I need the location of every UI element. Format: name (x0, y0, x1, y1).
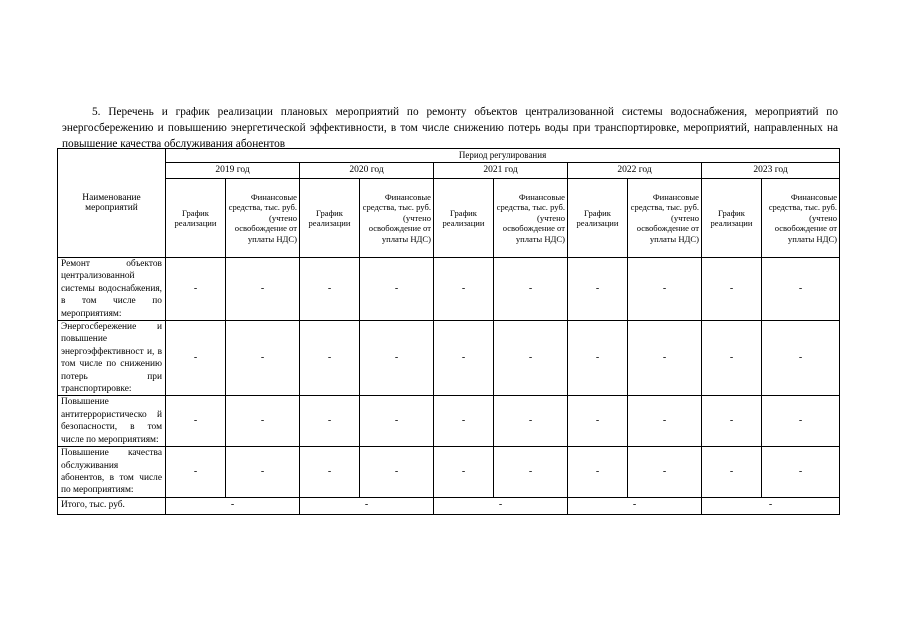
activity-name: Ремонт объектов централизованной системы водоснабжения, в том числе по мероприятиям: (58, 258, 166, 321)
total-cell: - (568, 497, 702, 514)
table-cell: - (300, 447, 360, 498)
table-cell: - (494, 396, 568, 447)
total-cell: - (434, 497, 568, 514)
total-cell: - (166, 497, 300, 514)
table-cell: - (494, 321, 568, 396)
table-cell: - (702, 321, 762, 396)
finance-header: Финансовые средства, тыс. руб. (учтено освобождение от уплаты НДС) (360, 179, 434, 258)
schedule-header: График реализации (702, 179, 762, 258)
header-row-period (58, 149, 840, 163)
total-label: Итого, тыс. руб. (58, 497, 166, 514)
schedule-header: График реализации (300, 179, 360, 258)
table-cell: - (628, 447, 702, 498)
table-cell: - (226, 396, 300, 447)
table-row (58, 447, 840, 498)
finance-header: Финансовые средства, тыс. руб. (учтено освобождение от уплаты НДС) (226, 179, 300, 258)
activity-name: Повышение антитеррористическо й безопасности, в том числе по мероприятиям: (58, 396, 166, 447)
table-cell: - (434, 258, 494, 321)
table-cell: - (568, 321, 628, 396)
table-cell: - (226, 321, 300, 396)
table-cell: - (166, 321, 226, 396)
table-row (58, 396, 840, 447)
section-heading: 5. Перечень и график реализации плановых мероприятий по ремонту объектов централизованной системы водоснабжения, мероприятий по энергосбережению и повышению энергетической эффективности, в том числе снижению потерь воды при транспортировке, мероприятий, направленных на повышение качества обслуживания абонентов (62, 106, 838, 151)
year-header: 2020 год (300, 163, 434, 179)
activity-name: Энергосбережение и повышение энергоэффективност и, в том числе по снижению потерь при транспортировке: (58, 321, 166, 396)
header-row-years (58, 163, 840, 179)
table-cell: - (434, 396, 494, 447)
year-header: 2023 год (702, 163, 840, 179)
table-cell: - (360, 396, 434, 447)
year-header: 2022 год (568, 163, 702, 179)
table-cell: - (762, 447, 840, 498)
total-row (58, 497, 840, 514)
table-cell: - (300, 321, 360, 396)
table-cell: - (628, 396, 702, 447)
header-row-sub (58, 179, 840, 258)
table-cell: - (568, 258, 628, 321)
table-cell: - (494, 258, 568, 321)
table-cell: - (762, 321, 840, 396)
table-cell: - (568, 396, 628, 447)
year-header: 2019 год (166, 163, 300, 179)
schedule-header: График реализации (568, 179, 628, 258)
table-cell: - (360, 447, 434, 498)
table-cell: - (494, 447, 568, 498)
table-cell: - (702, 258, 762, 321)
total-cell: - (702, 497, 840, 514)
table-cell: - (434, 447, 494, 498)
name-column-header: Наименование мероприятий (58, 149, 166, 258)
table-cell: - (762, 396, 840, 447)
table-cell: - (628, 321, 702, 396)
table-cell: - (702, 396, 762, 447)
table-cell: - (300, 258, 360, 321)
schedule-header: График реализации (434, 179, 494, 258)
table-cell: - (360, 258, 434, 321)
total-cell: - (300, 497, 434, 514)
table-cell: - (300, 396, 360, 447)
schedule-header: График реализации (166, 179, 226, 258)
table-cell: - (360, 321, 434, 396)
table-cell: - (226, 447, 300, 498)
table-row (58, 258, 840, 321)
year-header: 2021 год (434, 163, 568, 179)
finance-header: Финансовые средства, тыс. руб. (учтено освобождение от уплаты НДС) (494, 179, 568, 258)
finance-header: Финансовые средства, тыс. руб. (учтено освобождение от уплаты НДС) (628, 179, 702, 258)
table-cell: - (166, 258, 226, 321)
activity-name: Повышение качества обслуживания абонентов, в том числе по мероприятиям: (58, 447, 166, 498)
table-cell: - (762, 258, 840, 321)
table-cell: - (628, 258, 702, 321)
table-row (58, 321, 840, 396)
plan-table (57, 148, 840, 515)
table-cell: - (166, 447, 226, 498)
table-cell: - (166, 396, 226, 447)
table-cell: - (226, 258, 300, 321)
period-header: Период регулирования (166, 149, 840, 163)
table-cell: - (702, 447, 762, 498)
table-cell: - (434, 321, 494, 396)
finance-header: Финансовые средства, тыс. руб. (учтено освобождение от уплаты НДС) (762, 179, 840, 258)
table-cell: - (568, 447, 628, 498)
